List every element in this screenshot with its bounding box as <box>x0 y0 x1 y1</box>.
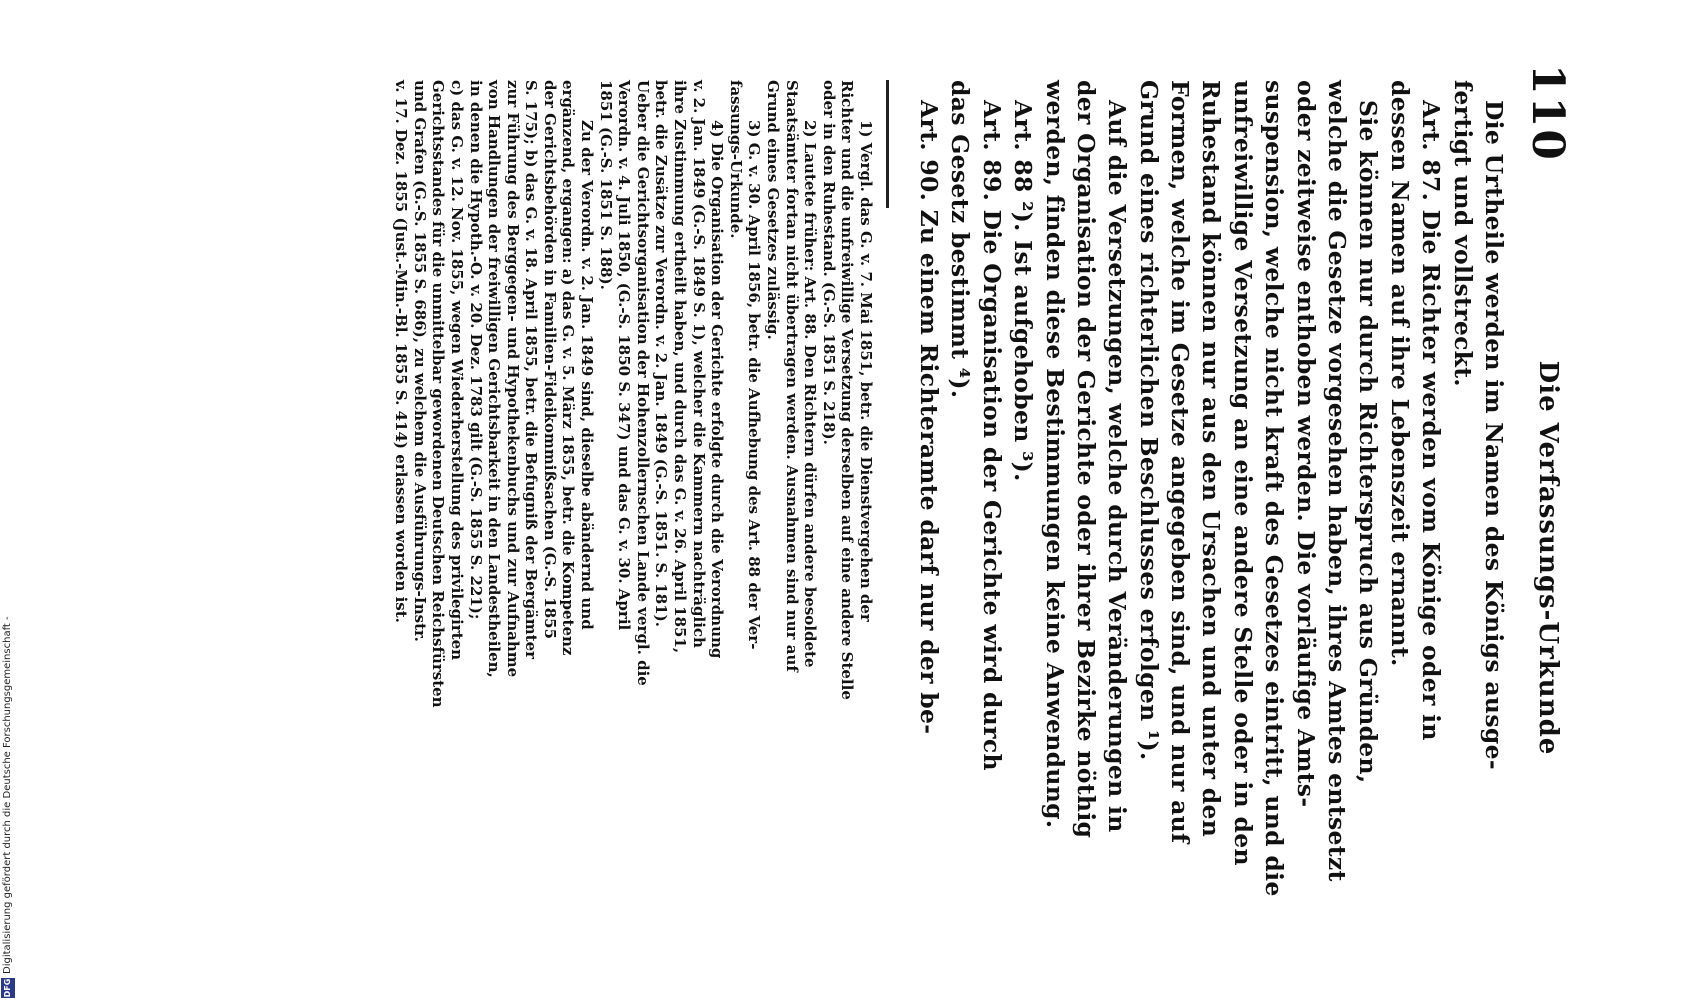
footnote-line: v. 2. Jan. 1849 (G.-S. 1849 S. 1), welcher die Kammern nachträglich <box>689 80 708 648</box>
article-88-line: Art. 88 ²). Ist aufgehoben ³). <box>1009 100 1038 482</box>
main-line: werden, finden diese Bestimmungen keine Anwendung. <box>1040 80 1069 829</box>
article-89-line: Art. 89. Die Organisation der Gerichte wird durch <box>977 100 1006 771</box>
article-90-line: Art. 90. Zu einem Richteramte darf nur der be- <box>914 100 943 735</box>
footnote-line: Richter und die unfreiwillige Versetzung derselben auf eine andere Stelle <box>838 80 857 700</box>
main-line: Auf die Versetzungen, welche durch Veränderungen in <box>1103 100 1132 833</box>
footnote-line: Grund eines Gesetzes zulässig. <box>764 80 783 340</box>
article-87-line: Art. 87. Die Richter werden vom Könige oder in <box>1417 100 1446 741</box>
footnote-line: Staatsämter fortan nicht übertragen werden. Ausnahmen sind nur auf <box>782 80 801 672</box>
dfg-logo-icon: DFG <box>1 978 15 998</box>
footnote-line: der Gerichtsbehörden in Familien-Fideikommißsachen (G.-S. 1855 <box>540 80 559 640</box>
main-line: der Organisation der Gerichte oder ihrer Bezirke nöthig <box>1071 80 1100 839</box>
footnote-line: zur Führung des Berggegen- und Hypothekenbuchs und zur Aufnahme <box>503 80 522 678</box>
main-line: fertigt und vollstreckt. <box>1448 80 1477 387</box>
main-line: Ruhestand können nur aus den Ursachen und unter den <box>1197 80 1226 838</box>
page-number: 110 <box>1522 64 1573 162</box>
footnote-line: in denen die Hypoth.-O. v. 20. Dez. 1783 gilt (G.-S. 1855 S. 221); <box>466 80 485 620</box>
footnote-line: oder in den Ruhestand. (G.-S. 1851 S. 218). <box>819 80 838 445</box>
main-line: das Gesetz bestimmt ⁴). <box>946 80 975 399</box>
running-head <box>1519 58 1575 918</box>
running-title: Die Verfassungs-Urkunde <box>1533 360 1563 756</box>
main-line: Sie können nur durch Richterspruch aus Gründen, <box>1354 100 1383 784</box>
footnote-line: c) das G. v. 12. Nov. 1855, wegen Wiederherstellung des privilegirten <box>447 80 466 661</box>
footnotes-block <box>392 80 875 916</box>
main-text-block <box>913 80 1509 916</box>
footnote-line: 3) G. v. 30. April 1856, betr. die Aufhebung des Art. 88 der Ver- <box>745 120 764 650</box>
footnote-line: v. 17. Dez. 1855 (Just.-Min.-Bl. 1855 S. 414) erlassen worden ist. <box>392 80 411 623</box>
footnote-line: Gerichtsstandes für die unmittelbar gewordenen Deutschen Reichsfürsten <box>429 80 448 708</box>
footnote-line: Verordn. v. 4. Juli 1850, (G.-S. 1850 S. 347) und das G. v. 30. April <box>615 80 634 631</box>
footnote-line: ihre Zustimmung ertheilt haben, und durch das G. v. 26. April 1851, <box>671 80 690 654</box>
footnote-separator-rule <box>886 80 889 208</box>
main-line: Grund eines richterlichen Beschlusses erfolgen ¹). <box>1134 80 1163 761</box>
main-line: suspension, welche nicht kraft des Gesetzes eintritt, und die <box>1260 80 1289 897</box>
footnote-line: Zu der Verordn. v. 2. Jan. 1849 sind, dieselbe abändernd und <box>578 120 597 630</box>
credit-text: Digitalisierung gefördert durch die Deutsche Forschungsgemeinschaft - <box>2 616 13 974</box>
footnote-line: 1) Vergl. das G. v. 7. Mai 1851, betr. die Dienstvergehen der <box>857 120 875 622</box>
footnote-line: Ueber die Gerichtsorganisation der Hohenzollernschen Lande vergl. die <box>633 80 652 686</box>
footnote-line: von Handlungen der freiwilligen Gerichtsbarkeit in den Landestheilen, <box>485 80 504 678</box>
main-line: dessen Namen auf ihre Lebenszeit ernannt. <box>1385 80 1414 667</box>
footnote-line: 2) Lautete früher: Art. 88. Den Richtern dürfen andere besoldete <box>801 120 820 668</box>
main-line: oder zeitweise enthoben werden. Die vorläufige Amts- <box>1291 80 1320 808</box>
main-line: unfreiwillige Versetzung an eine andere Stelle oder in den <box>1228 80 1257 866</box>
footnote-line: ergänzend, ergangen: a) das G. v. 5. März 1855, betr. die Kompetenz <box>559 80 578 656</box>
main-line: Die Urtheile werden im Namen des Königs ausge- <box>1480 100 1508 770</box>
footnote-line: betr. die Zusätze zur Verordn. v. 2. Jan. 1849 (G.-S. 1851. S. 181). <box>652 80 671 627</box>
footnote-line: 1851 (G.-S. 1851 S. 188). <box>596 80 615 290</box>
book-page <box>219 58 1575 918</box>
footnote-line: fassungs-Urkunde. <box>726 80 745 239</box>
footnote-line: 4) Die Organisation der Gerichte erfolgte durch die Verordnung <box>708 120 727 659</box>
footnote-line: S. 175); b) das G. v. 18. April 1855, betr. die Befugniß der Bergämter <box>522 80 541 660</box>
digitization-credit <box>0 0 16 1000</box>
main-line: Formen, welche im Gesetze angegeben sind, und nur auf <box>1166 80 1195 844</box>
footnote-line: und Grafen (G.-S. 1855 S. 686), zu welchem die Ausführungs-Instr. <box>410 80 429 642</box>
main-line: welche die Gesetze vorgesehen haben, ihres Amtes entsetzt <box>1323 80 1352 882</box>
